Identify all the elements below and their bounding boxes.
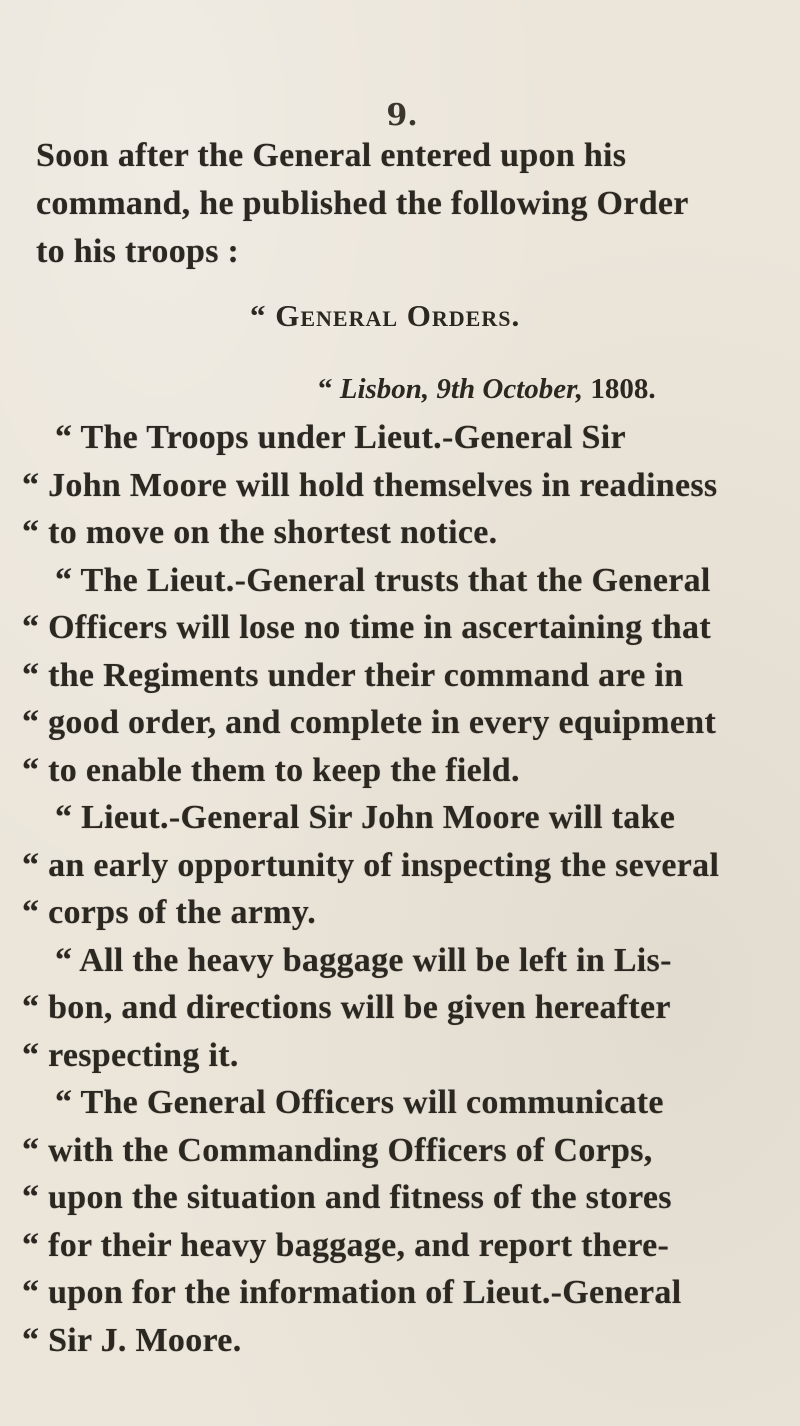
intro-line-1: Soon after the General entered upon his [36, 137, 627, 174]
order-line-11: “ corps of the army. [22, 894, 317, 931]
order-line-1: “ The Troops under Lieut.-General Sir [55, 419, 626, 456]
page-number: 9. [386, 98, 418, 133]
order-line-5: “ Officers will lose no time in ascertaining that [22, 609, 711, 646]
order-line-13: “ bon, and directions will be given hereafter [22, 989, 671, 1026]
order-line-19: “ upon for the information of Lieut.-General [22, 1274, 682, 1311]
dateline [318, 373, 656, 406]
order-line-20: “ Sir J. Moore. [22, 1322, 242, 1359]
dateline-place-date: Lisbon, 9th October, [339, 373, 584, 405]
order-line-17: “ upon the situation and fitness of the stores [22, 1179, 672, 1216]
order-line-12: “ All the heavy baggage will be left in Lis- [55, 942, 672, 979]
order-line-6: “ the Regiments under their command are in [22, 657, 684, 694]
intro-line-2: command, he published the following Order [36, 185, 689, 222]
dateline-year: 1808. [583, 373, 656, 405]
order-line-10: “ an early opportunity of inspecting the several [22, 847, 720, 884]
order-line-9: “ Lieut.-General Sir John Moore will take [55, 799, 676, 836]
order-line-3: “ to move on the shortest notice. [22, 514, 498, 551]
order-line-15: “ The General Officers will communicate [55, 1084, 664, 1121]
order-line-8: “ to enable them to keep the field. [22, 752, 520, 789]
order-line-7: “ good order, and complete in every equipment [22, 704, 717, 741]
order-line-2: “ John Moore will hold themselves in readiness [22, 467, 718, 504]
order-line-14: “ respecting it. [22, 1037, 239, 1074]
general-orders-heading: “ General Orders. [250, 298, 521, 333]
order-line-18: “ for their heavy baggage, and report there- [22, 1227, 670, 1264]
intro-line-3: to his troops : [36, 233, 240, 270]
dateline-quote: “ [318, 373, 340, 405]
order-line-4: “ The Lieut.-General trusts that the General [55, 562, 711, 599]
order-line-16: “ with the Commanding Officers of Corps, [22, 1132, 653, 1169]
